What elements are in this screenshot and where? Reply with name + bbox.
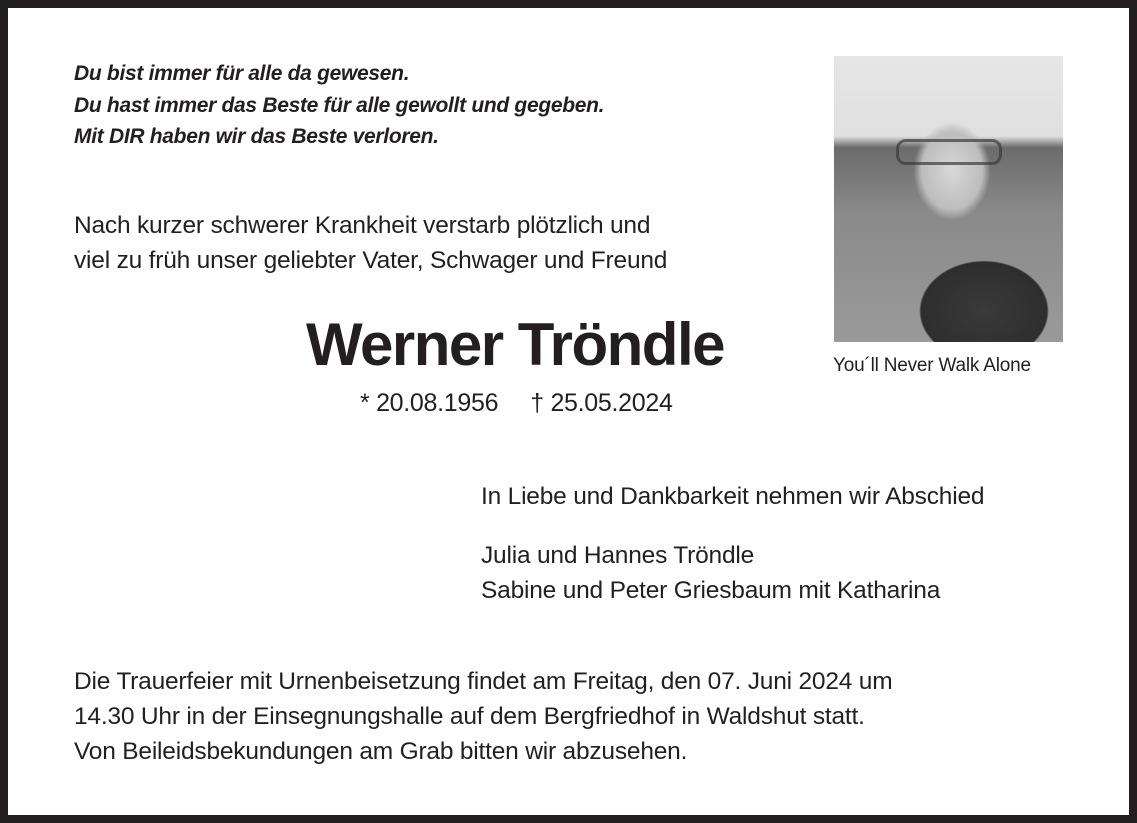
birth-date: * 20.08.1956 bbox=[360, 389, 499, 417]
funeral-details bbox=[74, 664, 892, 769]
photo-caption: You´ll Never Walk Alone bbox=[833, 355, 1031, 376]
verse-line: Mit DIR haben wir das Beste verloren. bbox=[74, 125, 439, 148]
verse-line: Du hast immer das Beste für alle gewollt und gegeben. bbox=[74, 93, 605, 117]
mourner: Julia und Hannes Tröndle bbox=[481, 542, 755, 569]
mourners-list bbox=[481, 538, 940, 608]
memorial-verse bbox=[74, 58, 604, 153]
mourner: Sabine und Peter Griesbaum mit Katharina bbox=[481, 577, 941, 604]
portrait-photo bbox=[834, 56, 1063, 342]
farewell-line: In Liebe und Dankbarkeit nehmen wir Abschied bbox=[481, 483, 985, 510]
life-dates bbox=[360, 386, 673, 420]
portrait-glasses-detail bbox=[896, 139, 1002, 165]
funeral-detail-line: Die Trauerfeier mit Urnenbeisetzung findet am Freitag, den 07. Juni 2024 um bbox=[74, 668, 893, 695]
deceased-name: Werner Tröndle bbox=[306, 311, 724, 378]
death-date: † 25.05.2024 bbox=[530, 389, 673, 417]
verse-line: Du bist immer für alle da gewesen. bbox=[74, 62, 410, 85]
announcement-line: viel zu früh unser geliebter Vater, Schwager und Freund bbox=[74, 247, 668, 274]
death-announcement bbox=[74, 208, 667, 278]
announcement-line: Nach kurzer schwerer Krankheit verstarb plötzlich und bbox=[74, 212, 651, 239]
funeral-detail-line: 14.30 Uhr in der Einsegnungshalle auf dem Bergfriedhof in Waldshut statt. bbox=[74, 703, 865, 730]
funeral-detail-line: Von Beileidsbekundungen am Grab bitten wir abzusehen. bbox=[74, 738, 688, 765]
